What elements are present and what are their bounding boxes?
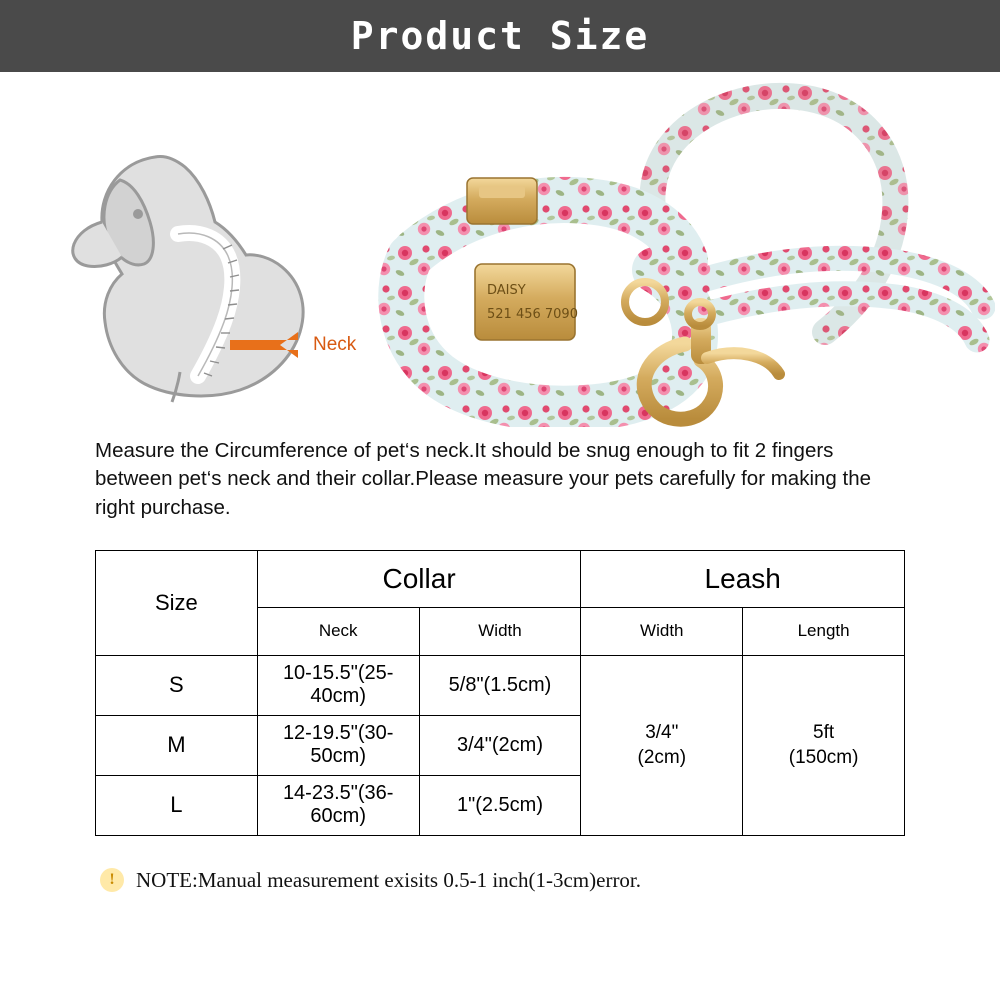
header-leash-width: Width — [581, 607, 743, 655]
row-collar-width: 5/8"(1.5cm) — [419, 655, 581, 715]
exclamation-icon: ! — [100, 868, 124, 892]
row-collar-neck: 14-23.5"(36-60cm) — [257, 775, 419, 835]
leash-length-value — [743, 655, 905, 835]
header-collar-neck: Neck — [257, 607, 419, 655]
size-table — [95, 550, 905, 836]
engraved-name-plate — [475, 264, 578, 340]
header-leash-length: Length — [743, 607, 905, 655]
tag-name-text: DAISY — [487, 283, 526, 298]
leash-width-line2: (2cm) — [637, 747, 687, 769]
row-collar-neck: 10-15.5"(25-40cm) — [257, 655, 419, 715]
leash-width-line1: 3/4" — [645, 721, 679, 743]
row-collar-width: 3/4"(2cm) — [419, 715, 581, 775]
collar-buckle-icon — [467, 178, 537, 224]
page-header — [0, 0, 1000, 72]
header-size: Size — [96, 550, 258, 655]
neck-label: Neck — [313, 334, 357, 355]
row-size: S — [96, 655, 258, 715]
dog-measure-diagram — [60, 122, 360, 412]
note-row — [100, 868, 1000, 893]
row-collar-neck: 12-19.5"(30-50cm) — [257, 715, 419, 775]
row-size: M — [96, 715, 258, 775]
size-table-wrap — [95, 550, 905, 836]
header-collar-width: Width — [419, 607, 581, 655]
leash-width-value — [581, 655, 743, 835]
illustration-area — [0, 72, 1000, 427]
row-collar-width: 1"(2.5cm) — [419, 775, 581, 835]
leash-length-line1: 5ft — [813, 721, 835, 743]
leash-length-line2: (150cm) — [788, 747, 859, 769]
page-title: Product Size — [350, 14, 650, 58]
dog-head-outline-icon — [60, 122, 360, 412]
header-collar: Collar — [257, 550, 581, 607]
table-header-row-1 — [96, 550, 905, 607]
note-text: NOTE:Manual measurement exisits 0.5-1 inch(1-3cm)error. — [136, 867, 642, 892]
table-row — [96, 655, 905, 715]
row-size: L — [96, 775, 258, 835]
product-image — [355, 82, 995, 427]
tag-phone-text: 521 456 7090 — [487, 307, 578, 322]
header-leash: Leash — [581, 550, 905, 607]
measure-description: Measure the Circumference of pet‘s neck.It should be snug enough to fit 2 fingers between pet‘s neck and their collar.Please measure your pets carefully for making the right purchase. — [95, 439, 871, 519]
